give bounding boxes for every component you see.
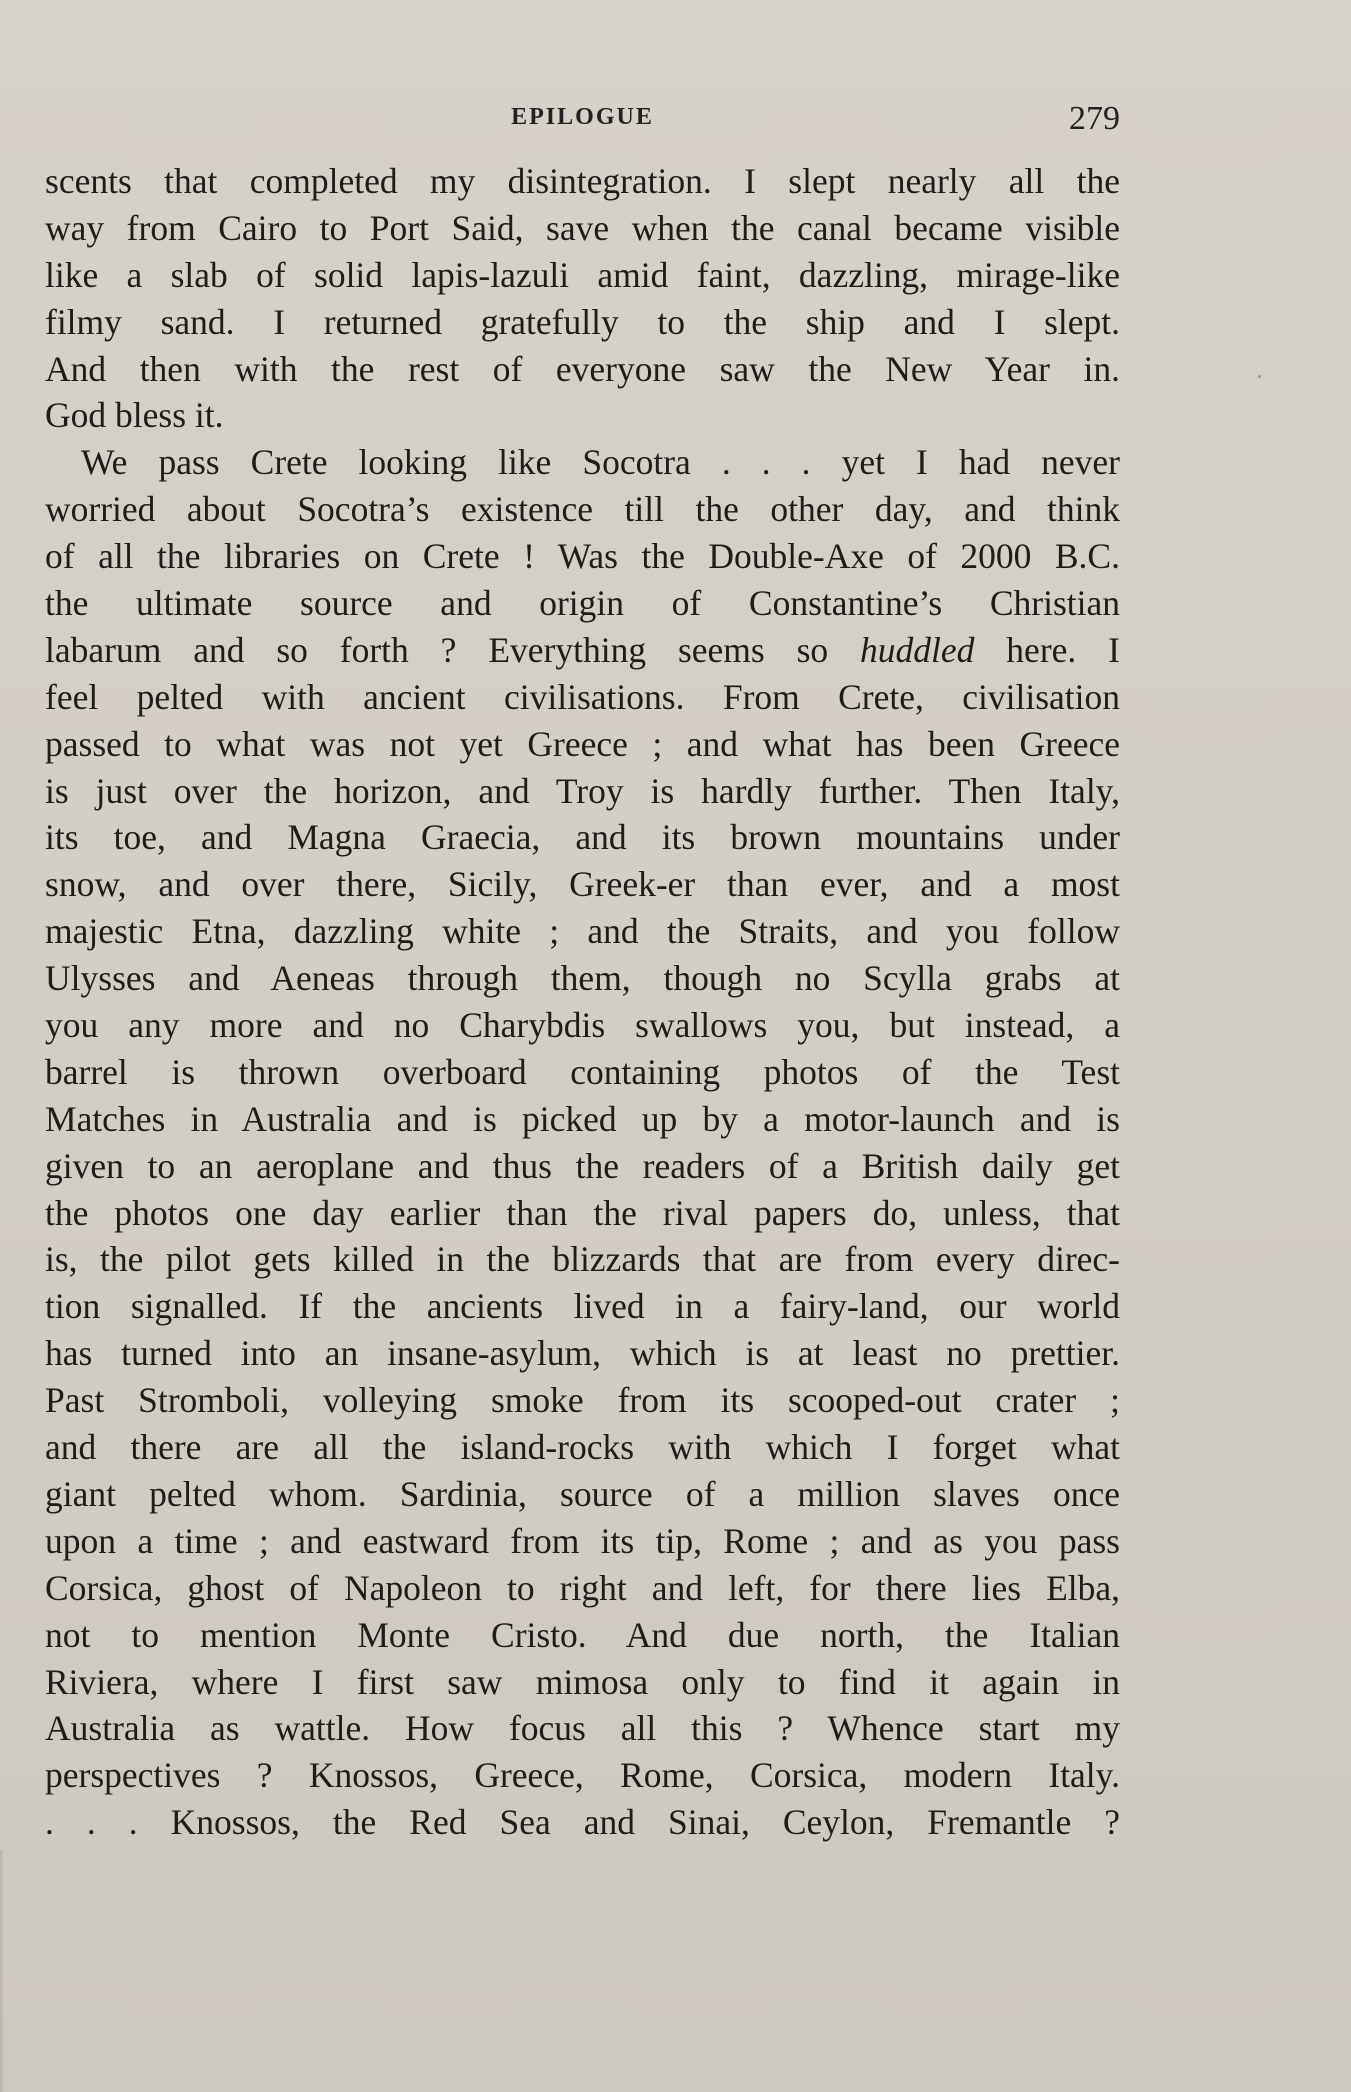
text-line: feel pelted with ancient civilisations. From Crete, civilisation: [45, 676, 1120, 717]
text-line: the photos one day earlier than the rival papers do, unless, that: [45, 1192, 1120, 1233]
text-line: Ulysses and Aeneas through them, though no Scylla grabs at: [45, 958, 1120, 999]
text-line: tion signalled. If the ancients lived in a fairy-land, our world: [45, 1286, 1120, 1327]
text-line: giant pelted whom. Sardinia, source of a million slaves once: [45, 1473, 1120, 1514]
text-line: barrel is thrown overboard containing photos of the Test: [45, 1051, 1120, 1092]
text-line: you any more and no Charybdis swallows you, but instead, a: [45, 1005, 1120, 1046]
text-line: We pass Crete looking like Socotra . . . yet I had never: [81, 442, 1120, 483]
text-line: worried about Socotra’s existence till the other day, and think: [45, 489, 1120, 530]
text-line: scents that completed my disintegration. I slept nearly all the: [45, 161, 1120, 201]
text-line: like a slab of solid lapis-lazuli amid faint, dazzling, mirage-like: [45, 254, 1120, 295]
text-line: filmy sand. I returned gratefully to the ship and I slept.: [45, 301, 1120, 342]
text-line: upon a time ; and eastward from its tip, Rome ; and as you pass: [45, 1520, 1120, 1561]
text-line: perspectives ? Knossos, Greece, Rome, Corsica, modern Italy.: [45, 1755, 1120, 1796]
text-line: snow, and over there, Sicily, Greek-er than ever, and a most: [45, 864, 1120, 905]
body-text: [45, 158, 1120, 1846]
text-line: And then with the rest of everyone saw the New Year in.: [45, 348, 1120, 389]
text-line: Past Stromboli, volleying smoke from its scooped-out crater ;: [45, 1380, 1120, 1421]
text-line: passed to what was not yet Greece ; and what has been Greece: [45, 723, 1120, 764]
text-line: Australia as wattle. How focus all this ? Whence start my: [45, 1708, 1120, 1749]
text-line: Corsica, ghost of Napoleon to right and left, for there lies Elba,: [45, 1567, 1120, 1608]
paper-speck: [1258, 375, 1261, 378]
text-line: God bless it.: [45, 395, 224, 436]
text-line: Matches in Australia and is picked up by a motor-launch and is: [45, 1098, 1120, 1139]
text-line: way from Cairo to Port Said, save when the canal became visible: [45, 207, 1120, 248]
page-number: 279: [1069, 100, 1120, 137]
running-title: EPILOGUE: [511, 104, 654, 130]
page-edge-shadow: [0, 1850, 4, 2092]
text-line: . . . Knossos, the Red Sea and Sinai, Ceylon, Fremantle ?: [45, 1802, 1120, 1843]
text-line: labarum and so forth ? Everything seems so huddled here. I: [45, 629, 1120, 670]
text-line: majestic Etna, dazzling white ; and the Straits, and you follow: [45, 911, 1120, 952]
text-line: and there are all the island-rocks with which I forget what: [45, 1427, 1120, 1468]
text-line: is just over the horizon, and Troy is hardly further. Then Italy,: [45, 770, 1120, 811]
emphasis-text: huddled: [860, 629, 975, 670]
text-line: given to an aeroplane and thus the readers of a British daily get: [45, 1145, 1120, 1186]
text-line: Riviera, where I first saw mimosa only to find it again in: [45, 1661, 1120, 1702]
text-line: is, the pilot gets killed in the blizzards that are from every direc-: [45, 1239, 1120, 1280]
running-head: [45, 100, 1120, 140]
text-line: the ultimate source and origin of Constantine’s Christian: [45, 583, 1120, 624]
text-line: not to mention Monte Cristo. And due north, the Italian: [45, 1614, 1120, 1655]
text-line: of all the libraries on Crete ! Was the Double-Axe of 2000 B.C.: [45, 536, 1120, 577]
text-line: has turned into an insane-asylum, which is at least no prettier.: [45, 1333, 1120, 1374]
text-line: its toe, and Magna Graecia, and its brown mountains under: [45, 817, 1120, 858]
